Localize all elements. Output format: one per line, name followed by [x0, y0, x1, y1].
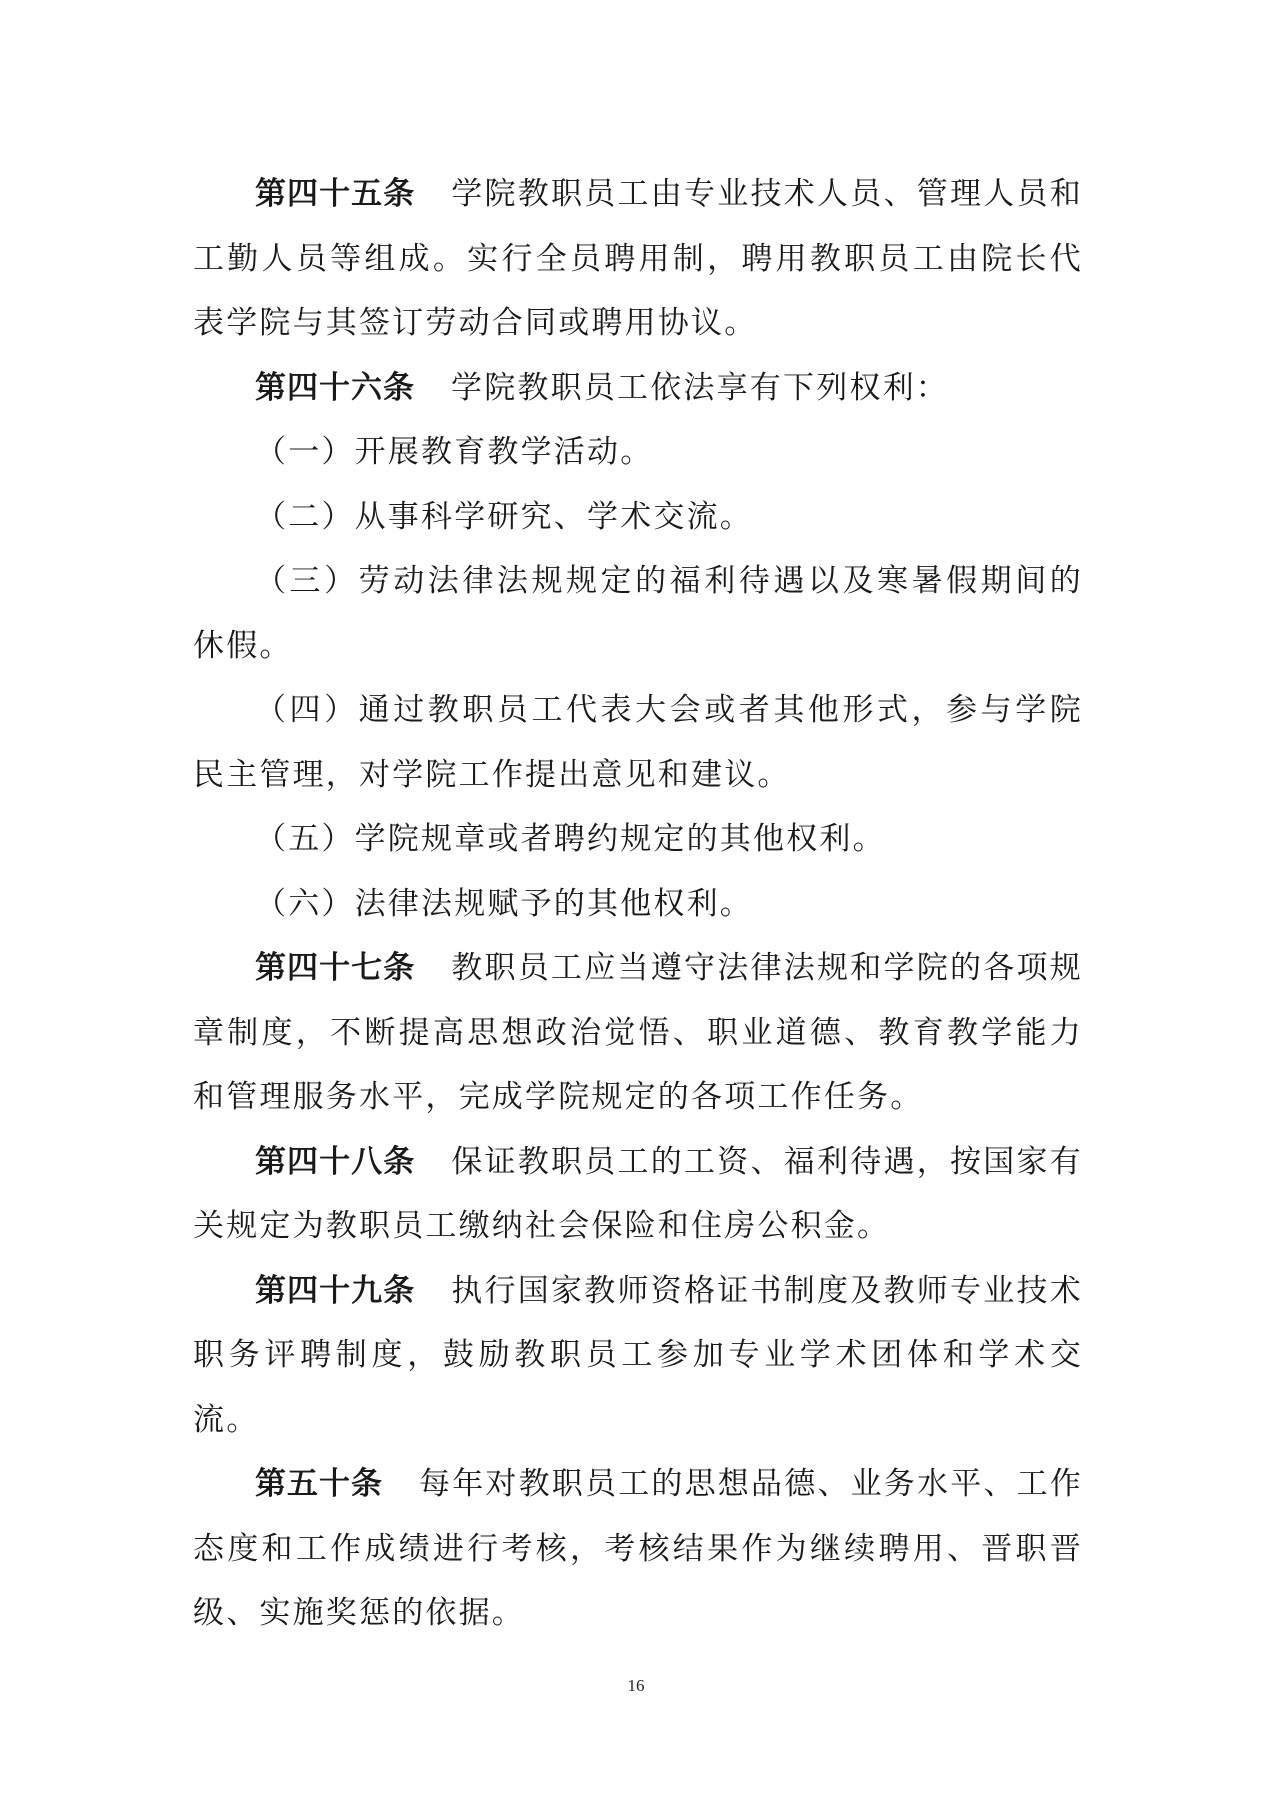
paragraph-article-49: [193, 1259, 1083, 1453]
page-number: 16: [627, 1676, 645, 1695]
article-heading: 第四十六条: [255, 369, 415, 406]
article-text: 学院教职员工由专业技术人员、管理人员和工勤人员等组成。实行全员聘用制，聘用教职员工由院长代表学院与其签订劳动合同或聘用协议。: [193, 176, 1083, 341]
article-heading: 第四十九条: [255, 1272, 416, 1309]
article-text: 每年对教职员工的思想品德、业务水平、工作态度和工作成绩进行考核，考核结果作为继续聘用、晋职晋级、实施奖惩的依据。: [193, 1466, 1083, 1631]
list-item-5: [193, 807, 1083, 872]
paragraph-article-50: [193, 1452, 1083, 1646]
article-heading: 第四十七条: [255, 950, 416, 986]
list-item-4: [193, 678, 1083, 807]
paragraph-article-46: [193, 356, 1083, 421]
paragraph-article-47: [193, 936, 1083, 1130]
article-heading: 第四十八条: [255, 1143, 416, 1180]
article-heading: 第四十五条: [255, 176, 416, 212]
list-item-2: [193, 485, 1083, 550]
article-text: 执行国家教师资格证书制度及教师专业技术职务评聘制度，鼓励教职员工参加专业学术团体和学术交流。: [193, 1272, 1083, 1438]
list-item-1: [193, 420, 1083, 485]
article-text: 教职员工应当遵守法律法规和学院的各项规章制度，不断提高思想政治觉悟、职业道德、教育教学能力和管理服务水平，完成学院规定的各项工作任务。: [193, 950, 1083, 1115]
article-heading: 第五十条: [255, 1466, 383, 1502]
paragraph-article-45: [193, 162, 1083, 356]
list-item-6: [193, 872, 1083, 937]
list-item-text: （五）学院规章或者聘约规定的其他权利。: [255, 821, 886, 857]
list-item-text: （六）法律法规赋予的其他权利。: [255, 885, 753, 922]
paragraph-article-48: [193, 1130, 1083, 1259]
list-item-text: （二）从事科学研究、学术交流。: [255, 498, 753, 535]
document-body: [193, 162, 1083, 1646]
list-item-text: （三）劳动法律法规规定的福利待遇以及寒暑假期间的休假。: [193, 563, 1083, 664]
list-item-text: （四）通过教职员工代表大会或者其他形式，参与学院民主管理，对学院工作提出意见和建议。: [193, 692, 1083, 793]
list-item-text: （一）开展教育教学活动。: [255, 434, 654, 470]
article-text: 学院教职员工依法享有下列权利：: [451, 369, 949, 406]
list-item-3: [193, 549, 1083, 678]
article-text: 保证教职员工的工资、福利待遇，按国家有关规定为教职员工缴纳社会保险和住房公积金。: [193, 1143, 1083, 1244]
